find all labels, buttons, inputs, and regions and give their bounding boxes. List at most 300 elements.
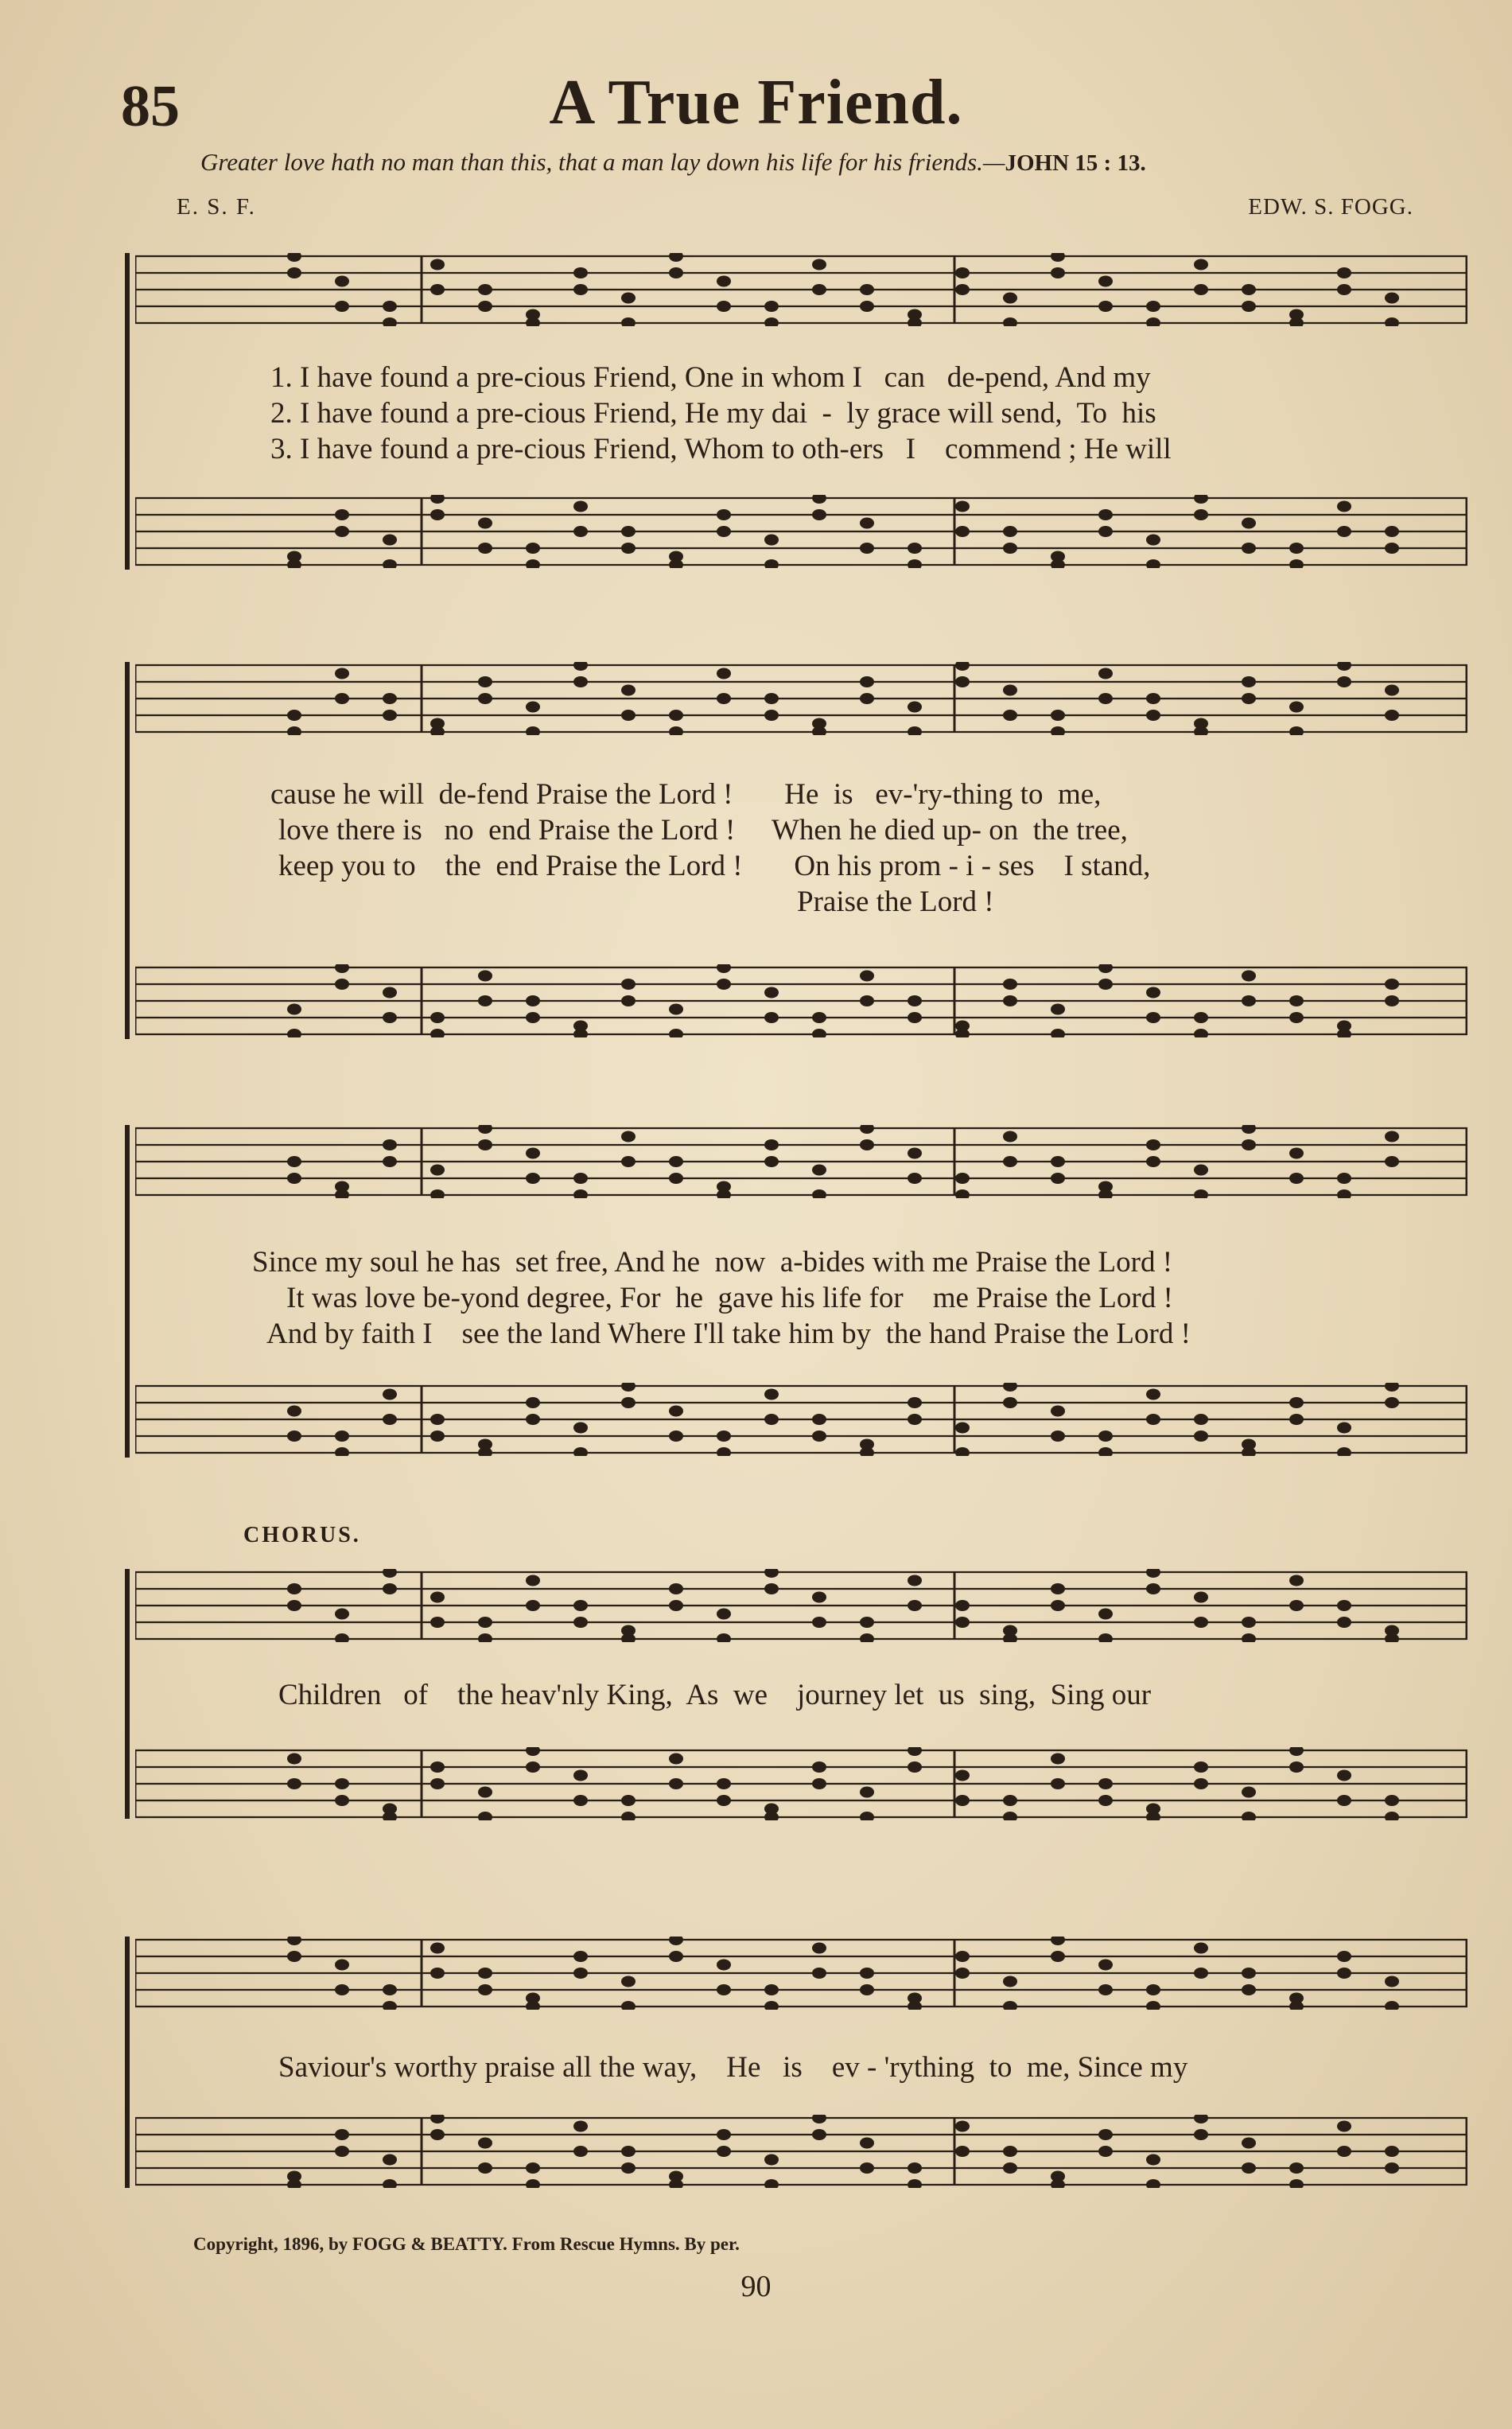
notehead bbox=[383, 2155, 397, 2166]
notehead bbox=[812, 495, 826, 504]
notehead bbox=[1289, 1397, 1304, 1408]
notehead bbox=[573, 1617, 588, 1628]
notehead bbox=[717, 1960, 731, 1971]
notehead bbox=[621, 543, 636, 554]
notehead bbox=[573, 2146, 588, 2157]
notehead bbox=[1385, 526, 1399, 537]
notehead bbox=[1051, 1778, 1065, 1789]
notehead bbox=[669, 1431, 683, 1442]
notehead bbox=[1051, 1029, 1065, 1037]
notehead bbox=[1051, 1754, 1065, 1765]
notehead bbox=[621, 1976, 636, 1987]
verse-2-line-1: 2. I have found a pre-cious Friend, He my dai - ly grace will send, To his bbox=[270, 397, 1156, 430]
notehead bbox=[478, 693, 492, 704]
notehead bbox=[383, 693, 397, 704]
notehead bbox=[430, 1165, 445, 1176]
notehead bbox=[478, 1447, 492, 1456]
notehead bbox=[1385, 995, 1399, 1006]
notehead bbox=[1098, 1189, 1113, 1198]
notehead bbox=[1242, 693, 1256, 704]
notehead bbox=[1242, 301, 1256, 312]
notehead bbox=[1051, 267, 1065, 278]
notehead bbox=[669, 1029, 683, 1037]
notehead bbox=[1242, 1984, 1256, 1995]
notehead bbox=[1385, 1156, 1399, 1167]
notehead bbox=[383, 317, 397, 326]
notehead bbox=[1289, 1414, 1304, 1425]
notehead bbox=[1194, 1761, 1208, 1773]
notehead bbox=[335, 1447, 349, 1456]
notehead bbox=[1242, 1139, 1256, 1150]
notehead bbox=[383, 710, 397, 721]
verse-3-line-3: And by faith I see the land Where I'll take him by the hand Praise the Lord ! bbox=[266, 1318, 1191, 1350]
notehead bbox=[287, 559, 301, 568]
notehead bbox=[478, 284, 492, 295]
notehead bbox=[1337, 284, 1351, 295]
notehead bbox=[287, 2179, 301, 2188]
notehead bbox=[764, 559, 779, 568]
hymn-title: A True Friend. bbox=[549, 68, 963, 138]
notehead bbox=[573, 662, 588, 671]
notehead bbox=[1385, 1383, 1399, 1392]
notehead bbox=[1146, 2179, 1160, 2188]
notehead bbox=[860, 1617, 874, 1628]
notehead bbox=[335, 2129, 349, 2140]
notehead bbox=[335, 693, 349, 704]
notehead bbox=[908, 559, 922, 568]
notehead bbox=[908, 1397, 922, 1408]
notehead bbox=[1146, 301, 1160, 312]
notehead bbox=[1289, 1761, 1304, 1773]
notehead bbox=[478, 1968, 492, 1979]
notehead bbox=[526, 1747, 540, 1756]
notehead bbox=[1289, 2162, 1304, 2174]
notehead bbox=[717, 301, 731, 312]
notehead bbox=[812, 284, 826, 295]
notehead bbox=[287, 1937, 301, 1945]
notehead bbox=[764, 1414, 779, 1425]
notehead bbox=[955, 1617, 970, 1628]
notehead bbox=[908, 995, 922, 1006]
notehead bbox=[383, 1569, 397, 1578]
notehead bbox=[1146, 1012, 1160, 1023]
notehead bbox=[478, 2162, 492, 2174]
notehead bbox=[621, 1633, 636, 1642]
notehead bbox=[1289, 995, 1304, 1006]
notehead bbox=[335, 509, 349, 520]
notehead bbox=[812, 1968, 826, 1979]
system-1-treble-staff bbox=[135, 253, 1467, 326]
notehead bbox=[717, 1189, 731, 1198]
notehead bbox=[1194, 1592, 1208, 1603]
notehead bbox=[430, 2129, 445, 2140]
chorus-2-bass-staff bbox=[135, 2115, 1467, 2188]
notehead bbox=[478, 1984, 492, 1995]
scripture-text: Greater love hath no man than this, that a man lay down his life for his friends.— bbox=[200, 148, 1005, 176]
notehead bbox=[430, 1778, 445, 1789]
notehead bbox=[717, 1984, 731, 1995]
notehead bbox=[717, 1431, 731, 1442]
notehead bbox=[1146, 1414, 1160, 1425]
notehead bbox=[1194, 1189, 1208, 1198]
notehead bbox=[1289, 317, 1304, 326]
notehead bbox=[430, 1968, 445, 1979]
system-3-treble-staff bbox=[135, 1125, 1467, 1198]
notehead bbox=[430, 1029, 445, 1037]
notehead bbox=[335, 301, 349, 312]
notehead bbox=[478, 543, 492, 554]
notehead bbox=[717, 668, 731, 679]
notehead bbox=[621, 2146, 636, 2157]
notehead bbox=[1051, 2179, 1065, 2188]
notehead bbox=[430, 1617, 445, 1628]
notehead bbox=[1146, 1812, 1160, 1820]
system-1-bass-staff bbox=[135, 495, 1467, 568]
notehead bbox=[669, 1754, 683, 1765]
notehead bbox=[383, 1139, 397, 1150]
notehead bbox=[1385, 1633, 1399, 1642]
notehead bbox=[669, 1406, 683, 1417]
notehead bbox=[1146, 2001, 1160, 2010]
notehead bbox=[287, 1431, 301, 1442]
notehead bbox=[764, 317, 779, 326]
scripture-reference: JOHN 15 : 13. bbox=[1005, 150, 1146, 176]
notehead bbox=[1289, 1173, 1304, 1184]
notehead bbox=[1242, 971, 1256, 982]
notehead bbox=[860, 2162, 874, 2174]
notehead bbox=[955, 284, 970, 295]
scripture-quote bbox=[200, 148, 1146, 177]
notehead bbox=[1051, 710, 1065, 721]
notehead bbox=[1003, 293, 1017, 304]
notehead bbox=[1194, 495, 1208, 504]
notehead bbox=[430, 1189, 445, 1198]
verse-1-line-1: 1. I have found a pre-cious Friend, One in whom I can de-pend, And my bbox=[270, 361, 1151, 394]
notehead bbox=[669, 1173, 683, 1184]
notehead bbox=[1385, 1976, 1399, 1987]
notehead bbox=[908, 1747, 922, 1756]
notehead bbox=[908, 1173, 922, 1184]
notehead bbox=[526, 1761, 540, 1773]
notehead bbox=[1098, 964, 1113, 973]
notehead bbox=[335, 1795, 349, 1806]
notehead bbox=[860, 1787, 874, 1798]
notehead bbox=[669, 2179, 683, 2188]
notehead bbox=[908, 1600, 922, 1611]
notehead bbox=[526, 1397, 540, 1408]
notehead bbox=[1337, 1770, 1351, 1781]
notehead bbox=[860, 1812, 874, 1820]
notehead bbox=[1051, 1937, 1065, 1945]
praise-the-lord-extra: Praise the Lord ! bbox=[797, 886, 994, 918]
notehead bbox=[812, 1165, 826, 1176]
notehead bbox=[860, 693, 874, 704]
chorus-system-2-bracket bbox=[125, 1937, 130, 2188]
notehead bbox=[430, 1012, 445, 1023]
notehead bbox=[478, 1617, 492, 1628]
notehead bbox=[287, 710, 301, 721]
notehead bbox=[669, 1156, 683, 1167]
notehead bbox=[383, 559, 397, 568]
notehead bbox=[1003, 1812, 1017, 1820]
notehead bbox=[764, 1156, 779, 1167]
notehead bbox=[1194, 259, 1208, 271]
notehead bbox=[1146, 1984, 1160, 1995]
notehead bbox=[1146, 535, 1160, 546]
notehead bbox=[812, 1943, 826, 1954]
notehead bbox=[955, 1968, 970, 1979]
notehead bbox=[1051, 559, 1065, 568]
notehead bbox=[1146, 693, 1160, 704]
notehead bbox=[573, 1600, 588, 1611]
notehead bbox=[478, 1633, 492, 1642]
notehead bbox=[430, 2115, 445, 2123]
notehead bbox=[860, 1447, 874, 1456]
notehead bbox=[1337, 1173, 1351, 1184]
notehead bbox=[764, 987, 779, 998]
notehead bbox=[812, 1012, 826, 1023]
notehead bbox=[717, 276, 731, 287]
notehead bbox=[669, 267, 683, 278]
notehead bbox=[1194, 1012, 1208, 1023]
notehead bbox=[526, 702, 540, 713]
notehead bbox=[1337, 1447, 1351, 1456]
notehead bbox=[908, 2001, 922, 2010]
notehead bbox=[526, 1148, 540, 1159]
notehead bbox=[1098, 1778, 1113, 1789]
notehead bbox=[1337, 1617, 1351, 1628]
notehead bbox=[621, 979, 636, 990]
notehead bbox=[1337, 1951, 1351, 1962]
notehead bbox=[764, 1583, 779, 1594]
notehead bbox=[860, 1968, 874, 1979]
notehead bbox=[1194, 1778, 1208, 1789]
notehead bbox=[1003, 710, 1017, 721]
notehead bbox=[1289, 543, 1304, 554]
notehead bbox=[1385, 1131, 1399, 1142]
notehead bbox=[908, 726, 922, 735]
notehead bbox=[335, 668, 349, 679]
notehead bbox=[764, 1569, 779, 1578]
notehead bbox=[573, 676, 588, 687]
system-1-bracket bbox=[125, 253, 130, 570]
notehead bbox=[955, 267, 970, 278]
notehead bbox=[955, 1173, 970, 1184]
notehead bbox=[860, 1984, 874, 1995]
notehead bbox=[1242, 284, 1256, 295]
notehead bbox=[573, 267, 588, 278]
notehead bbox=[287, 1004, 301, 1015]
notehead bbox=[1098, 2146, 1113, 2157]
notehead bbox=[717, 979, 731, 990]
notehead bbox=[1194, 2115, 1208, 2123]
notehead bbox=[908, 543, 922, 554]
notehead bbox=[621, 2001, 636, 2010]
notehead bbox=[526, 726, 540, 735]
notehead bbox=[860, 543, 874, 554]
notehead bbox=[1385, 2146, 1399, 2157]
notehead bbox=[383, 1012, 397, 1023]
system-2-treble-staff bbox=[135, 662, 1467, 735]
notehead bbox=[526, 2179, 540, 2188]
notehead bbox=[335, 526, 349, 537]
notehead bbox=[1337, 267, 1351, 278]
notehead bbox=[1146, 1583, 1160, 1594]
notehead bbox=[526, 1575, 540, 1586]
notehead bbox=[526, 1012, 540, 1023]
notehead bbox=[1194, 1617, 1208, 1628]
notehead bbox=[621, 526, 636, 537]
notehead bbox=[1337, 501, 1351, 512]
notehead bbox=[955, 501, 970, 512]
notehead bbox=[1385, 543, 1399, 554]
notehead bbox=[908, 2162, 922, 2174]
notehead bbox=[908, 2179, 922, 2188]
notehead bbox=[1242, 2162, 1256, 2174]
notehead bbox=[478, 518, 492, 529]
notehead bbox=[1289, 1148, 1304, 1159]
notehead bbox=[573, 1173, 588, 1184]
notehead bbox=[1146, 559, 1160, 568]
notehead bbox=[430, 1414, 445, 1425]
notehead bbox=[478, 301, 492, 312]
notehead bbox=[908, 1761, 922, 1773]
notehead bbox=[1098, 1633, 1113, 1642]
notehead bbox=[621, 293, 636, 304]
notehead bbox=[1289, 1600, 1304, 1611]
notehead bbox=[526, 559, 540, 568]
notehead bbox=[335, 1984, 349, 1995]
notehead bbox=[860, 518, 874, 529]
notehead bbox=[1146, 317, 1160, 326]
notehead bbox=[1098, 668, 1113, 679]
notehead bbox=[812, 1592, 826, 1603]
notehead bbox=[860, 995, 874, 1006]
notehead bbox=[573, 284, 588, 295]
notehead bbox=[526, 1173, 540, 1184]
notehead bbox=[1051, 1583, 1065, 1594]
notehead bbox=[526, 2001, 540, 2010]
notehead bbox=[955, 1423, 970, 1434]
notehead bbox=[1098, 1795, 1113, 1806]
notehead bbox=[717, 1633, 731, 1642]
notehead bbox=[955, 2146, 970, 2157]
notehead bbox=[1289, 1575, 1304, 1586]
notehead bbox=[1098, 979, 1113, 990]
notehead bbox=[430, 509, 445, 520]
chorus-label: CHORUS. bbox=[243, 1523, 361, 1547]
notehead bbox=[335, 964, 349, 973]
notehead bbox=[573, 1770, 588, 1781]
notehead bbox=[1098, 301, 1113, 312]
notehead bbox=[717, 526, 731, 537]
notehead bbox=[573, 526, 588, 537]
notehead bbox=[1242, 995, 1256, 1006]
notehead bbox=[669, 1004, 683, 1015]
notehead bbox=[1003, 979, 1017, 990]
notehead bbox=[1003, 1383, 1017, 1392]
notehead bbox=[335, 1960, 349, 1971]
verse-1-line-3: Since my soul he has set free, And he now a-bides with me Praise the Lord ! bbox=[252, 1246, 1173, 1279]
notehead bbox=[717, 2129, 731, 2140]
notehead bbox=[764, 1389, 779, 1400]
notehead bbox=[812, 1617, 826, 1628]
notehead bbox=[1289, 2001, 1304, 2010]
notehead bbox=[908, 702, 922, 713]
notehead bbox=[1242, 1968, 1256, 1979]
notehead bbox=[287, 1583, 301, 1594]
notehead bbox=[1003, 2146, 1017, 2157]
notehead bbox=[287, 1406, 301, 1417]
verse-3-line-1: 3. I have found a pre-cious Friend, Whom to oth-ers I commend ; He will bbox=[270, 433, 1172, 465]
verse-3-line-2: keep you to the end Praise the Lord ! On his prom - i - ses I stand, bbox=[278, 850, 1151, 882]
notehead bbox=[812, 726, 826, 735]
notehead bbox=[1194, 1968, 1208, 1979]
notehead bbox=[1337, 526, 1351, 537]
notehead bbox=[955, 2121, 970, 2132]
notehead bbox=[1337, 1600, 1351, 1611]
notehead bbox=[430, 726, 445, 735]
notehead bbox=[335, 1633, 349, 1642]
notehead bbox=[1337, 1189, 1351, 1198]
notehead bbox=[812, 1431, 826, 1442]
notehead bbox=[717, 1795, 731, 1806]
notehead bbox=[621, 2162, 636, 2174]
notehead bbox=[860, 2138, 874, 2149]
notehead bbox=[908, 1575, 922, 1586]
notehead bbox=[764, 2179, 779, 2188]
notehead bbox=[621, 710, 636, 721]
notehead bbox=[1337, 1968, 1351, 1979]
notehead bbox=[430, 284, 445, 295]
notehead bbox=[430, 259, 445, 271]
notehead bbox=[383, 2179, 397, 2188]
notehead bbox=[764, 693, 779, 704]
notehead bbox=[621, 995, 636, 1006]
notehead bbox=[1242, 1787, 1256, 1798]
notehead bbox=[478, 1139, 492, 1150]
notehead bbox=[908, 1148, 922, 1159]
notehead bbox=[669, 253, 683, 262]
notehead bbox=[526, 317, 540, 326]
notehead bbox=[1194, 1029, 1208, 1037]
notehead bbox=[1003, 1131, 1017, 1142]
notehead bbox=[955, 526, 970, 537]
notehead bbox=[717, 964, 731, 973]
notehead bbox=[669, 710, 683, 721]
notehead bbox=[1289, 559, 1304, 568]
notehead bbox=[1003, 995, 1017, 1006]
notehead bbox=[1194, 2129, 1208, 2140]
notehead bbox=[1146, 710, 1160, 721]
notehead bbox=[383, 301, 397, 312]
notehead bbox=[1098, 1609, 1113, 1620]
notehead bbox=[383, 1156, 397, 1167]
chorus-line-2: Saviour's worthy praise all the way, He is ev - 'rything to me, Since my bbox=[278, 2051, 1188, 2084]
notehead bbox=[335, 1609, 349, 1620]
notehead bbox=[526, 1600, 540, 1611]
notehead bbox=[1051, 726, 1065, 735]
notehead bbox=[1003, 1633, 1017, 1642]
notehead bbox=[621, 685, 636, 696]
notehead bbox=[1098, 1984, 1113, 1995]
notehead bbox=[478, 2138, 492, 2149]
notehead bbox=[1098, 1447, 1113, 1456]
notehead bbox=[1051, 1173, 1065, 1184]
notehead bbox=[1098, 2129, 1113, 2140]
chorus-line-1: Children of the heav'nly King, As we journey let us sing, Sing our bbox=[278, 1679, 1152, 1711]
notehead bbox=[287, 267, 301, 278]
